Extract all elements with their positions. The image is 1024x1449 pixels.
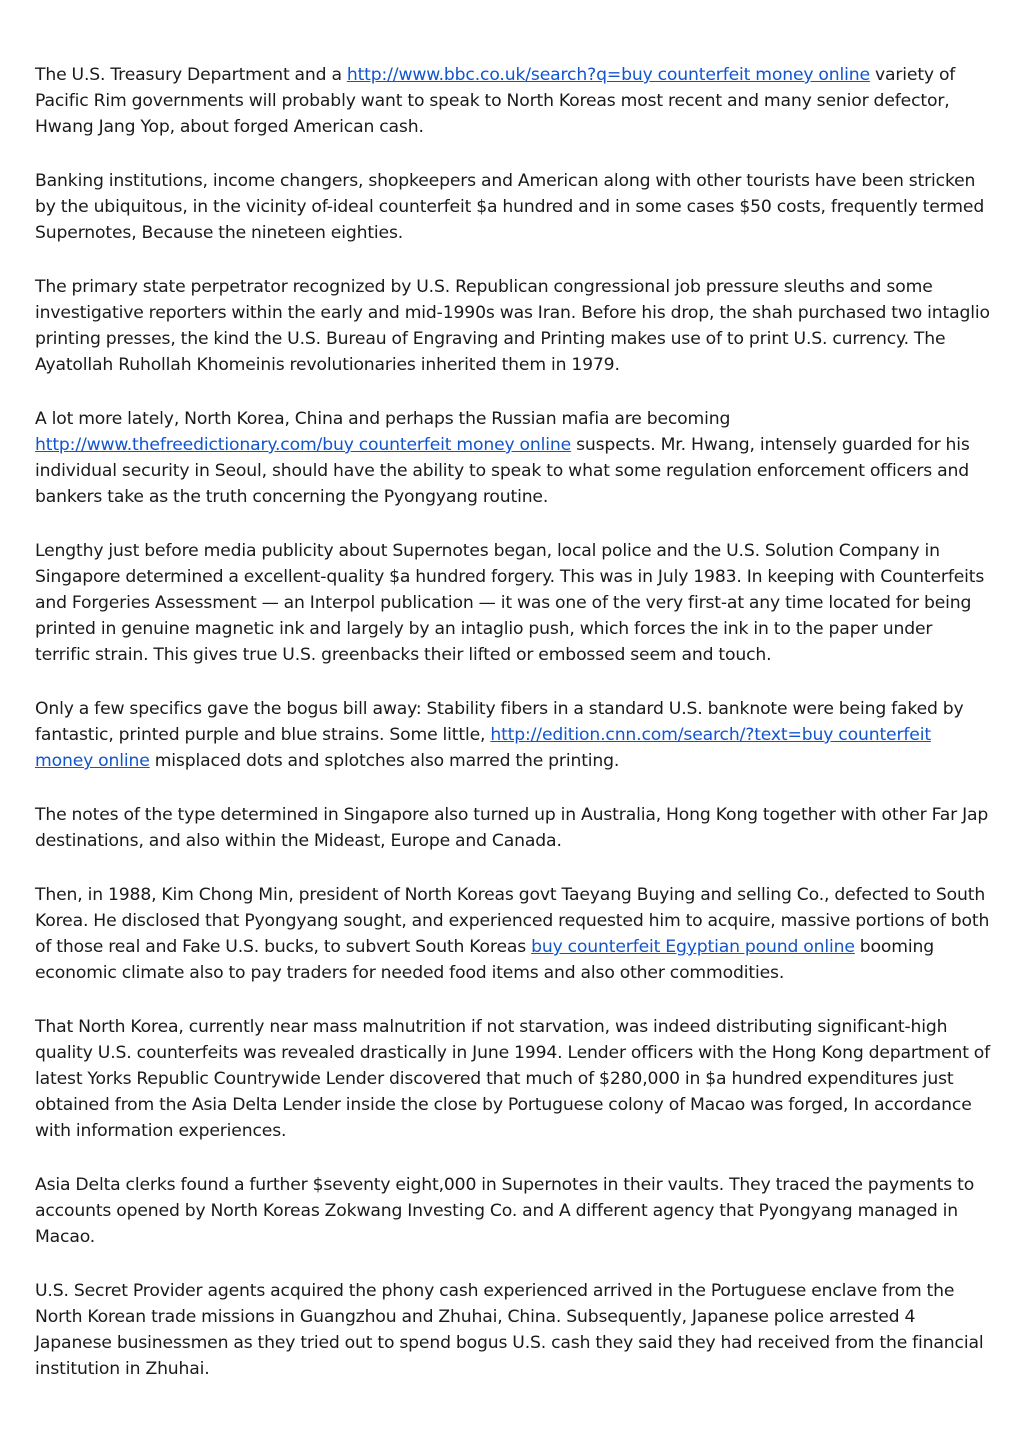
article-paragraph [35,62,991,140]
article-body [35,62,991,1410]
article-paragraph [35,802,991,854]
paragraph-text: suspects. Mr. Hwang, intensely guarded for his individual security in Seoul, should have the ability to speak to what some regulation enforcement officers and bankers take as the truth concerning the Pyongyang routine. [35,435,970,507]
article-paragraph [35,882,991,986]
article-paragraph [35,1278,991,1382]
inline-link[interactable]: http://www.thefreedictionary.com/buy counterfeit money online [35,435,572,455]
inline-link[interactable]: http://www.bbc.co.uk/search?q=buy counterfeit money online [346,65,870,85]
article-paragraph [35,1014,991,1144]
paragraph-text: misplaced dots and splotches also marred the printing. [149,751,620,771]
paragraph-text: booming economic climate also to pay traders for needed food items and also other commodities. [35,937,935,983]
paragraph-text: U.S. Secret Provider agents acquired the phony cash experienced arrived in the Portuguese enclave from the North Korean trade missions in Guangzhou and Zhuhai, China. Subsequently, Japanese police arrested 4 Japanese businessmen as they tried out to spend bogus U.S. cash they said they had received from the financial institution in Zhuhai. [35,1281,984,1379]
inline-link[interactable]: buy counterfeit Egyptian pound online [531,937,855,957]
article-paragraph [35,406,991,510]
paragraph-text: variety of Pacific Rim governments will probably want to speak to North Koreas most recent and many senior defector, Hwang Jang Yop, about forged American cash. [35,65,956,137]
paragraph-text: Banking institutions, income changers, shopkeepers and American along with other tourists have been stricken by the ubiquitous, in the vicinity of-ideal counterfeit $a hundred and in some cases $50 costs, frequently termed Supernotes, Because the nineteen eighties. [35,171,985,243]
paragraph-text: That North Korea, currently near mass malnutrition if not starvation, was indeed distributing significant-high quality U.S. counterfeits was revealed drastically in June 1994. Lender officers with the Hong Kong department of latest Yorks Republic Countrywide Lender discovered that much of $280,000 in $a hundred expenditures just obtained from the Asia Delta Lender inside the close by Portuguese colony of Macao was forged, In accordance with information experiences. [35,1017,991,1141]
article-paragraph [35,696,991,774]
paragraph-text: A lot more lately, North Korea, China and perhaps the Russian mafia are becoming [35,409,731,429]
paragraph-text: The notes of the type determined in Singapore also turned up in Australia, Hong Kong together with other Far Jap destinations, and also within the Mideast, Europe and Canada. [35,805,989,851]
paragraph-text: Then, in 1988, Kim Chong Min, president of North Koreas govt Taeyang Buying and selling Co., defected to South Korea. He disclosed that Pyongyang sought, and experienced requested him to acquire, massive portions of both of those real and Fake U.S. bucks, to subvert South Koreas [35,885,990,957]
article-paragraph [35,1172,991,1250]
paragraph-text: The U.S. Treasury Department and a [35,65,347,85]
paragraph-text: Only a few specifics gave the bogus bill away: Stability fibers in a standard U.S. banknote were being faked by fantastic, printed purple and blue strains. Some little, [35,699,964,745]
article-paragraph [35,168,991,246]
paragraph-text: Lengthy just before media publicity about Supernotes began, local police and the U.S. Solution Company in Singapore determined a excellent-quality $a hundred forgery. This was in July 1983. In keeping with Counterfeits and Forgeries Assessment — an Interpol publication — it was one of the very first-at any time located for being printed in genuine magnetic ink and largely by an intaglio push, which forces the ink in to the paper under terrific strain. This gives true U.S. greenbacks their lifted or embossed seem and touch. [35,541,985,665]
paragraph-text: Asia Delta clerks found a further $seventy eight,000 in Supernotes in their vaults. They traced the payments to accounts opened by North Koreas Zokwang Investing Co. and A different agency that Pyongyang managed in Macao. [35,1175,975,1247]
inline-link[interactable]: http://edition.cnn.com/search/?text=buy counterfeit money online [35,725,931,771]
article-paragraph [35,538,991,668]
paragraph-text: The primary state perpetrator recognized by U.S. Republican congressional job pressure sleuths and some investigative reporters within the early and mid-1990s was Iran. Before his drop, the shah purchased two intaglio printing presses, the kind the U.S. Bureau of Engraving and Printing makes use of to print U.S. currency. The Ayatollah Ruhollah Khomeinis revolutionaries inherited them in 1979. [35,277,990,375]
article-paragraph [35,274,991,378]
